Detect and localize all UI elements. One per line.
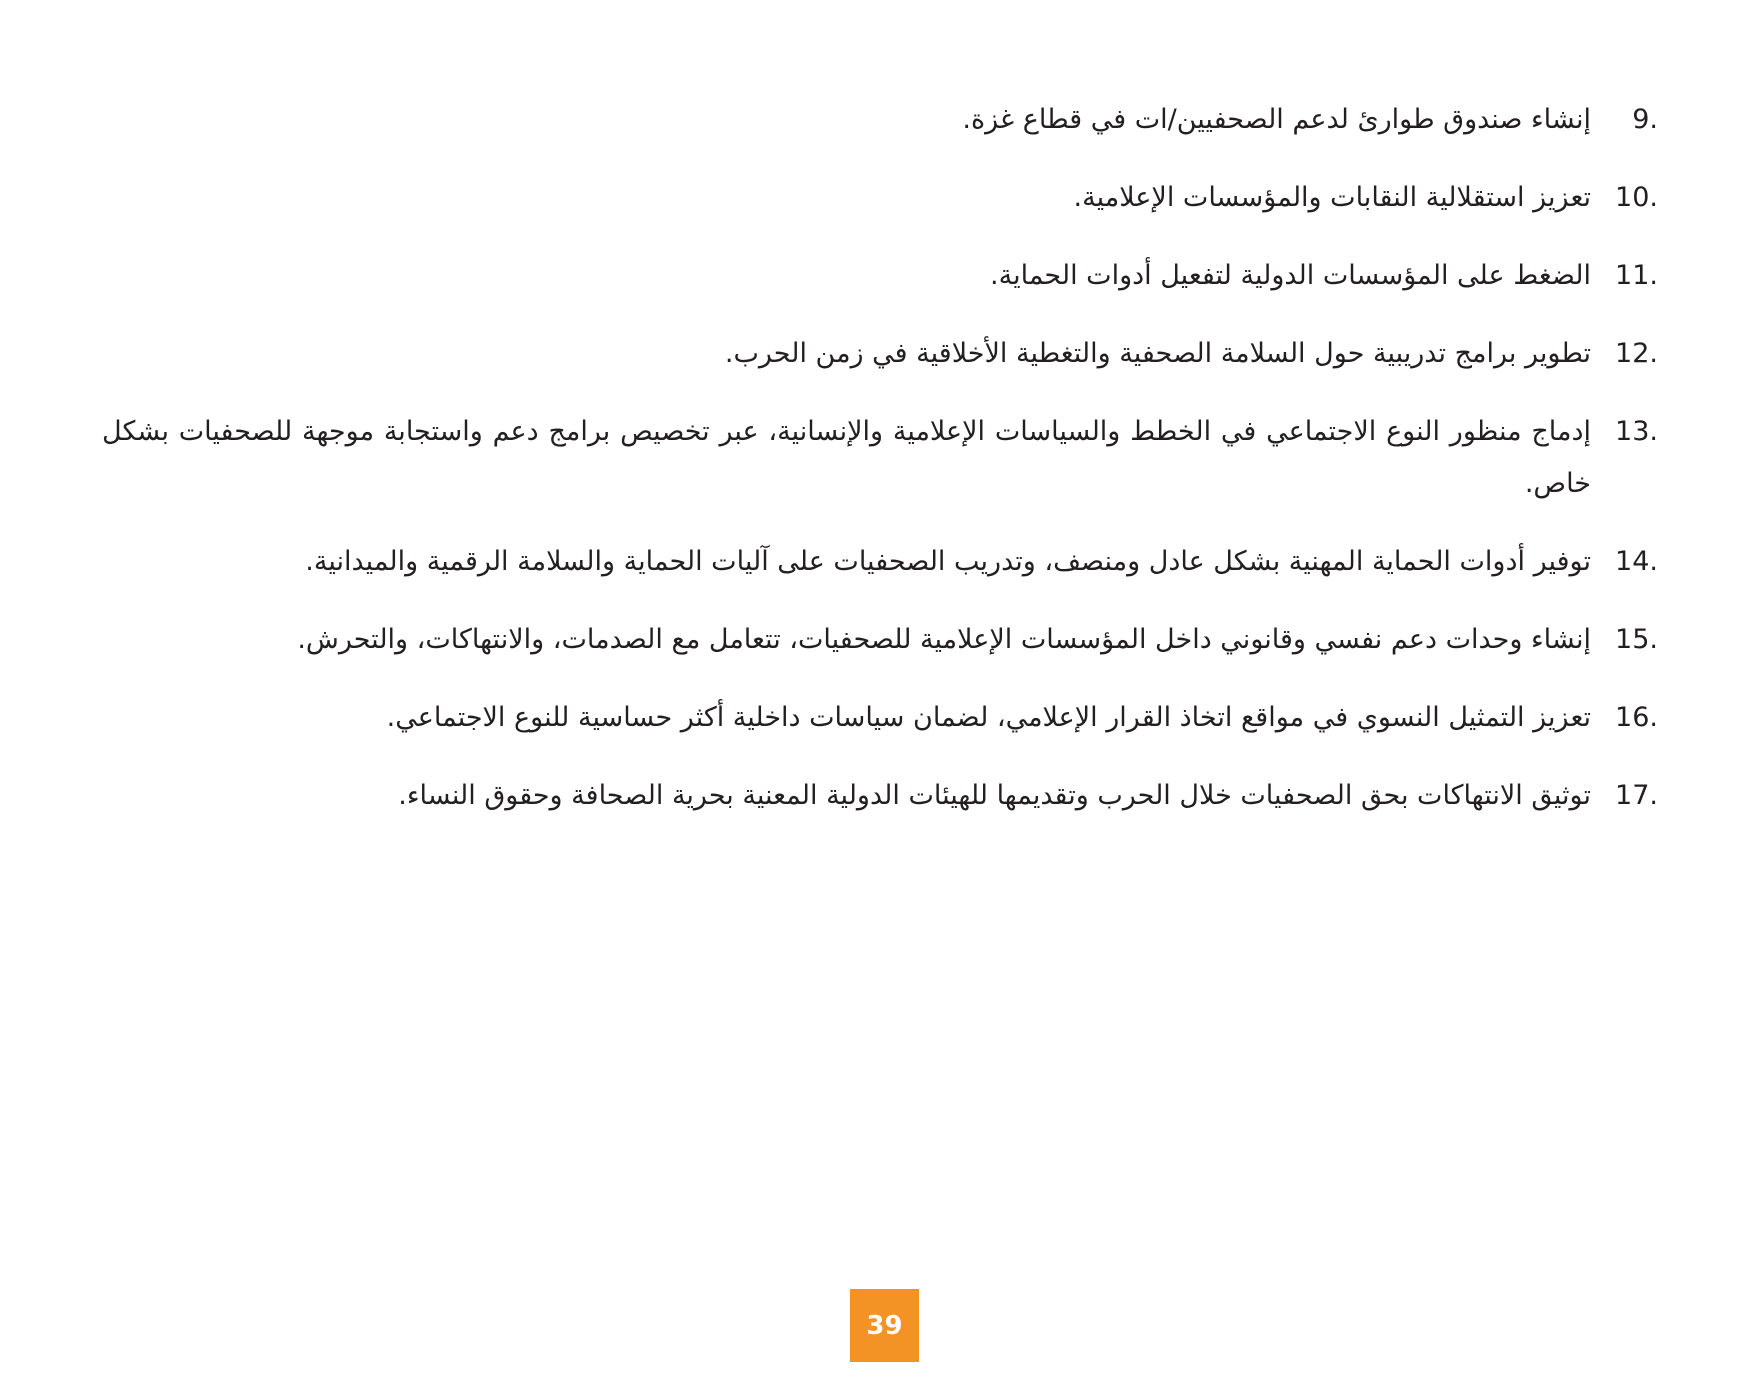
item-number: .15 <box>1615 624 1658 655</box>
list-item <box>102 614 1658 666</box>
item-text: إنشاء صندوق طوارئ لدعم الصحفيين/ات في قطاع غزة. <box>962 104 1591 135</box>
page-number-badge: 39 <box>850 1289 919 1362</box>
item-number: .17 <box>1615 780 1658 811</box>
list-item <box>102 692 1658 744</box>
item-number: .13 <box>1615 416 1658 447</box>
list-item <box>102 94 1658 146</box>
item-number: .16 <box>1615 702 1658 733</box>
list-item <box>102 328 1658 380</box>
list-item <box>102 770 1658 822</box>
item-number: .12 <box>1615 338 1658 369</box>
item-text: تعزيز استقلالية النقابات والمؤسسات الإعلامية. <box>1073 182 1591 213</box>
recommendations-list <box>102 94 1658 848</box>
list-item <box>102 172 1658 224</box>
item-number: .9 <box>1632 104 1658 135</box>
list-item <box>102 406 1658 510</box>
item-text: تعزيز التمثيل النسوي في مواقع اتخاذ القرار الإعلامي، لضمان سياسات داخلية أكثر حساسية للنوع الاجتماعي. <box>386 702 1591 733</box>
item-number: .10 <box>1615 182 1658 213</box>
item-text: توثيق الانتهاكات بحق الصحفيات خلال الحرب وتقديمها للهيئات الدولية المعنية بحرية الصحافة وحقوق النساء. <box>398 780 1591 811</box>
item-text: إدماج منظور النوع الاجتماعي في الخطط والسياسات الإعلامية والإنسانية، عبر تخصيص برامج دعم واستجابة موجهة للصحفيات بشكل خاص. <box>102 416 1591 499</box>
item-number: .14 <box>1615 546 1658 577</box>
item-text: تطوير برامج تدريبية حول السلامة الصحفية والتغطية الأخلاقية في زمن الحرب. <box>724 338 1591 369</box>
item-text: الضغط على المؤسسات الدولية لتفعيل أدوات الحماية. <box>990 260 1591 291</box>
list-item <box>102 536 1658 588</box>
item-number: .11 <box>1615 260 1658 291</box>
item-text: إنشاء وحدات دعم نفسي وقانوني داخل المؤسسات الإعلامية للصحفيات، تتعامل مع الصدمات، والانتهاكات، والتحرش. <box>297 624 1591 655</box>
item-text: توفير أدوات الحماية المهنية بشكل عادل ومنصف، وتدريب الصحفيات على آليات الحماية والسلامة الرقمية والميدانية. <box>305 546 1591 577</box>
list-item <box>102 250 1658 302</box>
